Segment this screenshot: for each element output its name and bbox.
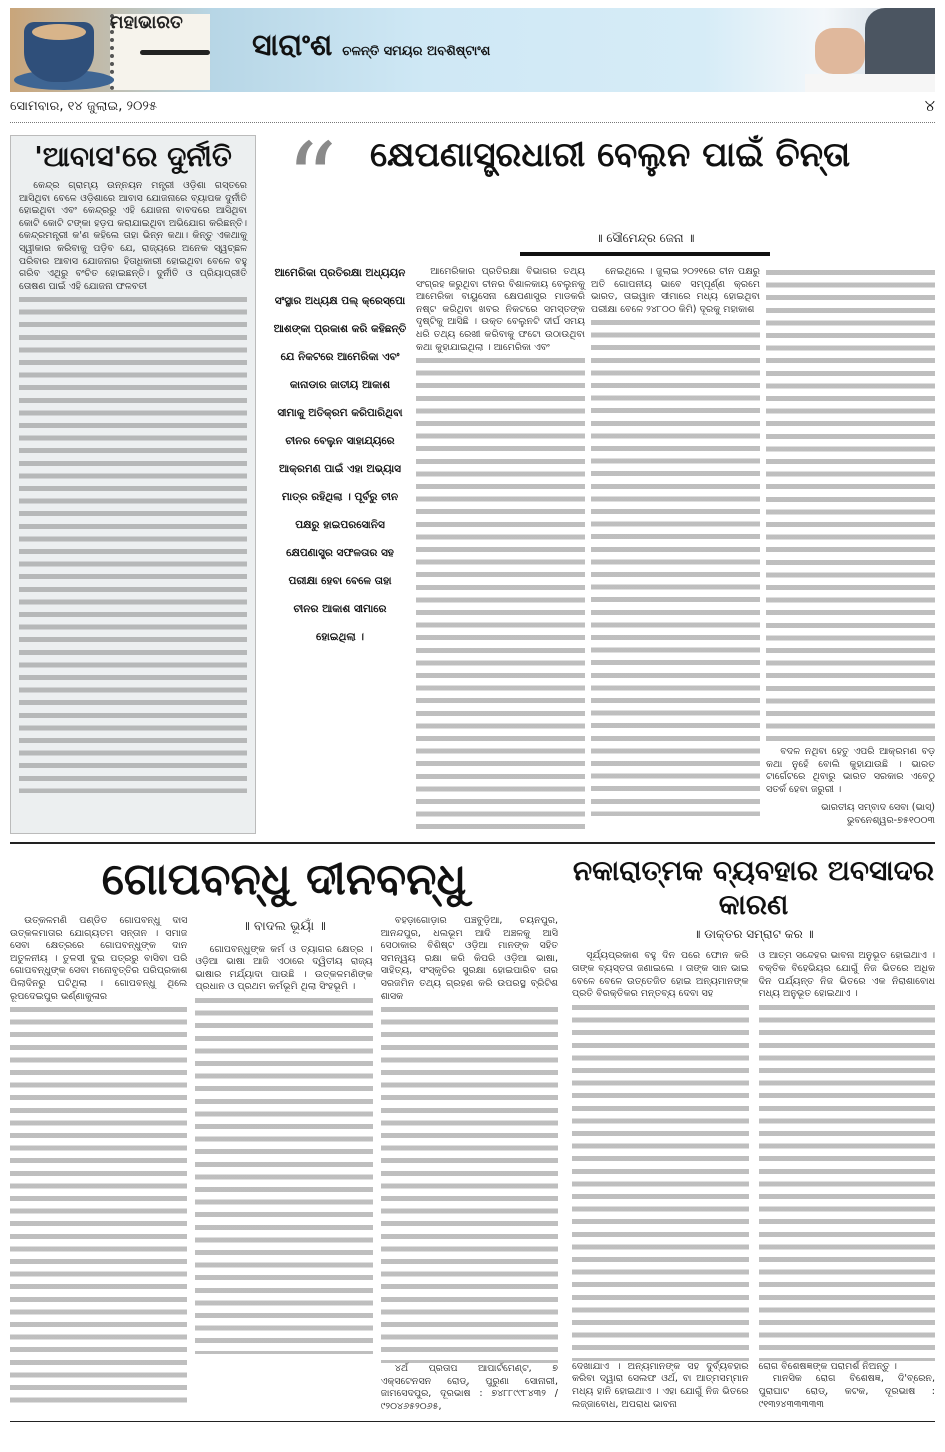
sidebar-headline: 'ଆବାସ'ରେ ଦୁର୍ନୀତି	[34, 140, 232, 173]
sidebar-body	[19, 180, 247, 793]
page-number: ୪	[924, 96, 935, 115]
section-tagline: ଚଳନ୍ତି ସମୟର ଅବଶିଷ୍ଟାଂଶ	[342, 44, 491, 59]
masthead-banner	[10, 8, 935, 92]
writing-hand-image	[815, 28, 865, 74]
text-lines	[416, 354, 585, 834]
date-row	[10, 92, 935, 123]
newspaper-logo: ମହାଭାରତ	[110, 12, 183, 33]
credit-place: ଭୁବନେଶ୍ୱର-୭୫୧୦୦୩	[846, 814, 935, 826]
top-section	[10, 121, 935, 844]
negative-columns	[572, 950, 935, 1411]
gopabandhu-article	[10, 854, 558, 1413]
pull-quote-line: ପରୀକ୍ଷା ହେବା ବେଳେ ତାହା	[288, 575, 392, 587]
quote-mark-icon: “	[286, 121, 338, 238]
pull-quote-line: ହୋଇଥିଲା ।	[315, 631, 365, 643]
article-text: ରୋଗ ବିଶେଷଜ୍ଞଙ୍କ ପରାମର୍ଶ ନିଅନ୍ତୁ ।	[758, 1360, 897, 1372]
pull-quote-line: ସଂସ୍ଥାର ଅଧ୍ୟକ୍ଷ ପଲ୍ କ୍ରେସ୍‌ପୋ	[274, 295, 406, 307]
pull-quote-line: ଚୀନର ଆକାଶ ସୀମାରେ	[293, 603, 387, 615]
pull-quote-line: ମାତ୍ର ରହିଥିଲା । ପୂର୍ବରୁ ଚୀନ	[281, 491, 399, 503]
article-text: ବହଡ଼ାଗୋଡ଼ାର ପଞ୍ଚବୁଡ଼ିଆ, ଚୟନପୁର, ଆନନ୍ଦପୁର, ଧଲଭୂମ ଆଦି ଅଞ୍ଚଳକୁ ଆସି ସେଠାକାର ବିଶିଷ୍ଟ ଓଡ଼ିଆ ମାନଙ୍କ ସହିତ ସମନ୍ୱୟ ରକ୍ଷା କରି କିପରି ଓଡ଼ିଆ ଭାଷା, ସାହିତ୍ୟ, ସଂସ୍କୃତିର ସୁରକ୍ଷା ହୋଇପାରିବ ତାର ସରଜମିନ ତଥ୍ୟ ଗ୍ରହଣ କରି ଉପରସ୍ଥ ବ୍ରିଟିଶ ଶାସକ	[380, 914, 558, 1002]
author-address: ୪ର୍ଥ ପ୍ରତାପ ଆପାର୍ଟମେଣ୍ଟ, ୭ ଏକ୍ସଟେନସନ ରୋଡ୍, ପୁରୁଣା ସୋନାରୀ, ଜାମସେଦପୁର, ଦୂରଭାଷ : ୭୪୮୮୯୯୮୪୩୨ / ୯୨୦୪୬୫୨୦୬୫,	[380, 1363, 558, 1412]
main-column-1	[416, 266, 585, 834]
article-text: ଗୋପବନ୍ଧୁଙ୍କ କର୍ମ ଓ ତ୍ୟାଗର କ୍ଷେତ୍ର । ଓଡ଼ିଆ ଭାଷା ଆଜି ଏଠାରେ ଦ୍ୱିତୀୟ ରାଜ୍ୟ ଭାଷାର ମର୍ଯ୍ୟାଦା ପାଉଛି । ଉତ୍କଳମଣିଙ୍କ ପ୍ରଧାନ ଓ ପ୍ରଥମ କର୍ମଭୂମି ଥିଲା ସିଂହଭୂମି ।	[195, 943, 373, 993]
text-lines	[572, 1001, 749, 1361]
pull-quote-line: କାନାଡାର ଜାତୀୟ ଆକାଶ	[289, 379, 391, 391]
text-lines	[19, 293, 247, 793]
pull-quote-line: ସୀମାକୁ ଅତିକ୍ରମ କରିପାରିଥିବା	[277, 407, 403, 419]
gopabandhu-headline: ଗୋପବନ୍ଧୁ ଦୀନବନ୍ଧୁ	[101, 854, 467, 906]
negative-behaviour-headline: ନକାରାତ୍ମକ ବ୍ୟବହାର ଅବସାଦର କାରଣ	[572, 854, 935, 921]
main-columns	[270, 266, 935, 834]
article-text: କେନ୍ଦ୍ର ଗ୍ରାମ୍ୟ ଉନ୍ନୟନ ମନ୍ତ୍ରୀ ଓଡ଼ିଶା ଗସ୍ତରେ ଆସିଥିବା ବେଳେ ଓଡ଼ିଶାରେ ଆବାସ ଯୋଜନାରେ ବ୍ୟାପକ ଦୁର୍ନୀତି ହୋଇଥିବା ଏବଂ କେନ୍ଦ୍ରରୁ ଏହି ଯୋଜନା ବାବଦରେ ଆସିଥିବା କୋଟି କୋଟି ଟଙ୍କା ହଡ଼ପ କରାଯାଇଥିବା ଅଭିଯୋଗ କରିଛନ୍ତି। କେନ୍ଦ୍ରମନ୍ତ୍ରୀ କ'ଣ କହିଲେ ତାହା ଭିନ୍ନ କଥା। କିନ୍ତୁ ଏକଥାକୁ ସ୍ୱୀକାର କରିବାକୁ ପଡ଼ିବ ଯେ, ରାଜ୍ୟରେ ଅନେକ ସ୍ୱଚ୍ଛଳ ପରିବାର ଆବାସ ଯୋଜନାର ହିତାଧିକାରୀ ହୋଇଥିବା ବେଳେ ବହୁ ଗରିବ ଏଥିରୁ ବଂଚିତ ହୋଇଛନ୍ତି। ଦୁର୍ନୀତି ଓ ପ୍ରିୟାପ୍ରୀତି ତୋଷଣ ପାଇଁ ଏହି ଯୋଜନା ଫଳବତୀ	[19, 180, 247, 292]
article-text: ଉତ୍କଳମଣି ପଣ୍ଡିତ ଗୋପବନ୍ଧୁ ଦାସ ଉତ୍କଳମାତାର ଯୋଗ୍ୟତମ ସନ୍ତାନ । ସମାଜ ସେବା କ୍ଷେତ୍ରରେ ଗୋପବନ୍ଧୁଙ୍କ ଦାନ ଅତୁଳନୀୟ । ତୁଳସୀ ଦୁଇ ପତ୍ରରୁ ବାସିବା ପରି ଗୋପବନ୍ଧୁଙ୍କ ସେବା ମନୋବୃତ୍ତିର ପରିପ୍ରକାଶ ପିଲାଦିନରୁ ଘଟିଥିଲା । ଗୋପବନ୍ଧୁ ଥିଲେ ରୂପଦେଇପୁର ଭର୍ଣ୍ଣାକୁଳାର	[10, 914, 188, 1002]
gopabandhu-column-3	[381, 915, 558, 1414]
pen-image	[140, 50, 210, 55]
text-lines	[195, 994, 372, 1354]
article-text: ବଦଳ ନଥିବା ହେତୁ ଏପରି ଆକ୍ରମଣ ବଡ଼ କଥା ନୁହେଁ ବୋଲି କୁହାଯାଉଛି । ଭାରତ ଟାର୍ଗେଟରେ ଥିବାରୁ ଭାରତ ସରକାର ଏବେଠୁ ସତର୍କ ହେବା ଜରୁରୀ ।	[766, 746, 935, 795]
section-title-group	[252, 12, 795, 63]
pull-quote-line: ଆଶଙ୍କା ପ୍ରକାଶ କରି କହିଛନ୍ତି	[273, 323, 407, 335]
author-note: ମାନସିକ ରୋଗ ବିଶେଷଜ୍ଞ, ଦି'ବ୍ରେନ, ପୁରାଘାଟ ରୋଡ୍, କଟକ, ଦୂରଭାଷ : ୯୧୩୨୪୩୩୩୩୩	[758, 1373, 935, 1410]
article-text: ନେଇଥିଲେ । ଜୁଲାଇ ୨୦୨୧ରେ ଚୀନ ପକ୍ଷରୁ ଅତି ଗୋପନୀୟ ଭାବେ ସମ୍ପୂର୍ଣ୍ଣ କ୍ରମେ ଭାରତ, ତାଇୱାନ ସୀମାରେ ମଧ୍ୟ ହୋଇଥିବା ପରୀକ୍ଷା ବେଳେ ୨୪୮୦୦ କିମି) ଦୂରକୁ ମହାକାଶ	[591, 266, 760, 315]
pull-quote-line: ପକ୍ଷରୁ ହାଇପରସୋନିସ	[295, 519, 385, 531]
article-text: ଓ ଆତ୍ମ ସନ୍ଦେହର ଭାବନା ଅନୁଭୂତ ହୋଇଥାଏ । ବକ୍ତିକ ବିହେଭିୟର ଯୋଗୁଁ ନିଜ ଭିତରେ ଅଧିକ ଦିନ ପର୍ଯ୍ୟନ୍ତ ନିଜ ଭିତରେ ଏକ ନିରାଶାବୋଧ ମଧ୍ୟ ଅନୁଭୂତ ହୋଇଥାଏ ।	[758, 950, 935, 1000]
negative-column-2	[759, 950, 936, 1411]
negative-column-1	[572, 950, 749, 1411]
text-lines	[381, 1003, 558, 1363]
pull-quote-line: ଚୀନର ବେଲୁନ ସାହାଯ୍ୟରେ	[285, 435, 395, 447]
text-lines	[766, 266, 935, 746]
main-byline: ॥ ସୌମେନ୍ଦ୍ର ଜେନା ॥	[520, 231, 770, 256]
sleeve-image	[865, 8, 935, 78]
issue-date: ସୋମବାର, ୧୪ ଜୁଲାଇ, ୨୦୨୫	[10, 98, 157, 114]
gopabandhu-columns	[10, 915, 558, 1414]
main-article	[270, 121, 935, 834]
negative-behaviour-article	[572, 854, 935, 1413]
main-column-2	[591, 266, 760, 834]
paper-image	[805, 74, 935, 92]
section-title: ସାରାଂଶ	[252, 28, 333, 63]
pull-quote	[270, 266, 410, 834]
gopabandhu-column-1	[10, 915, 187, 1414]
article-text: ଦେଖାଯାଏ । ଅନ୍ୟମାନଙ୍କ ସହ ଦୁର୍ବ୍ୟବହାର କରିବା ଦ୍ୱାରା ସେଲଫ ଓର୍ଥ, ବା ଆତ୍ମସମ୍ମାନ ମଧ୍ୟ ହାନି ହୋଇଥାଏ । ଏହା ଯୋଗୁଁ ନିଜ ଭିତରେ ଲଜ୍ଜାବୋଧ, ଅପରାଧ ଭାବନା	[572, 1360, 749, 1410]
article-text: ସୂର୍ଯ୍ୟପ୍ରକାଶ ବହୁ ଦିନ ପରେ ଫୋନ କରି ତାଙ୍କ ବ୍ୟସ୍ତତା ଜଣାଇଲେ । ତାଙ୍କ ସାନ ଭାଇ ବେଳେ ବେଳେ ଉତ୍ତେଜିତ ହୋଇ ଅନ୍ୟମାନଙ୍କ ପ୍ରତି ବିରକ୍ତିକର ମନ୍ତବ୍ୟ ଦେବା ସହ	[572, 950, 749, 1000]
pull-quote-line: କ୍ଷେପଣାସ୍ତ୍ର ସଫଳତାର ସହ	[286, 547, 394, 559]
text-lines	[591, 316, 760, 816]
main-headline: କ୍ଷେପଣାସ୍ତ୍ରଧାରୀ ବେଲୁନ ପାଇଁ ଚିନ୍ତା	[370, 135, 851, 175]
gopabandhu-column-2	[195, 915, 372, 1414]
pull-quote-line: ଯେ ନିକଟରେ ଆମେରିକା ଏବଂ	[280, 351, 400, 363]
text-lines	[10, 1003, 187, 1403]
bottom-section	[10, 854, 935, 1422]
article-text: ଆମେରିକାର ପ୍ରତିରକ୍ଷା ବିଭାଗର ତଥ୍ୟ ସଂଗ୍ରହ କରୁଥିବା ଚୀନର ବିଶାଳକାୟ ବେଲୁନକୁ ଆମେରିକା ବାୟୁସେନା କ୍ଷେପଣାସ୍ତ୍ର ମାଡକରି ନଷ୍ଟ କରିଥିବା ଖବର ନିକଟରେ ସମସ୍ତଙ୍କ ଦୃଷ୍ଟିକୁ ଆସିଛି । ଉକ୍ତ ବେଲୁନଟି ଦୀର୍ଘ ସମୟ ଧରି ତଥ୍ୟ ରେଖୀ କରିବାକୁ ଫଟୋ ଉଠାଉଥିବା କଥା କୁହାଯାଇଥିଲା । ଆମେରିକା ଏବଂ	[416, 266, 585, 353]
coffee-foam-image	[32, 24, 86, 40]
pull-quote-line: ଆକ୍ରମଣ ପାଇଁ ଏହା ଅଭ୍ୟାସ	[279, 463, 401, 475]
sidebar-article	[10, 135, 256, 834]
gopabandhu-byline: ॥ ବାଦଲ ଭୂୟାଁ ॥	[242, 918, 326, 934]
text-lines	[759, 1001, 936, 1361]
pull-quote-line: ଆମେରିକା ପ୍ରତିରକ୍ଷା ଅଧ୍ୟୟନ	[274, 267, 406, 279]
main-column-3	[766, 266, 935, 834]
negative-behaviour-byline: ॥ ଡାକ୍ତର ସମ୍ରାଟ କର ॥	[693, 927, 814, 942]
credit-agency: ଭାରତୀୟ ସମ୍ବାଦ ସେବା (ଭାସ୍)	[821, 802, 935, 814]
